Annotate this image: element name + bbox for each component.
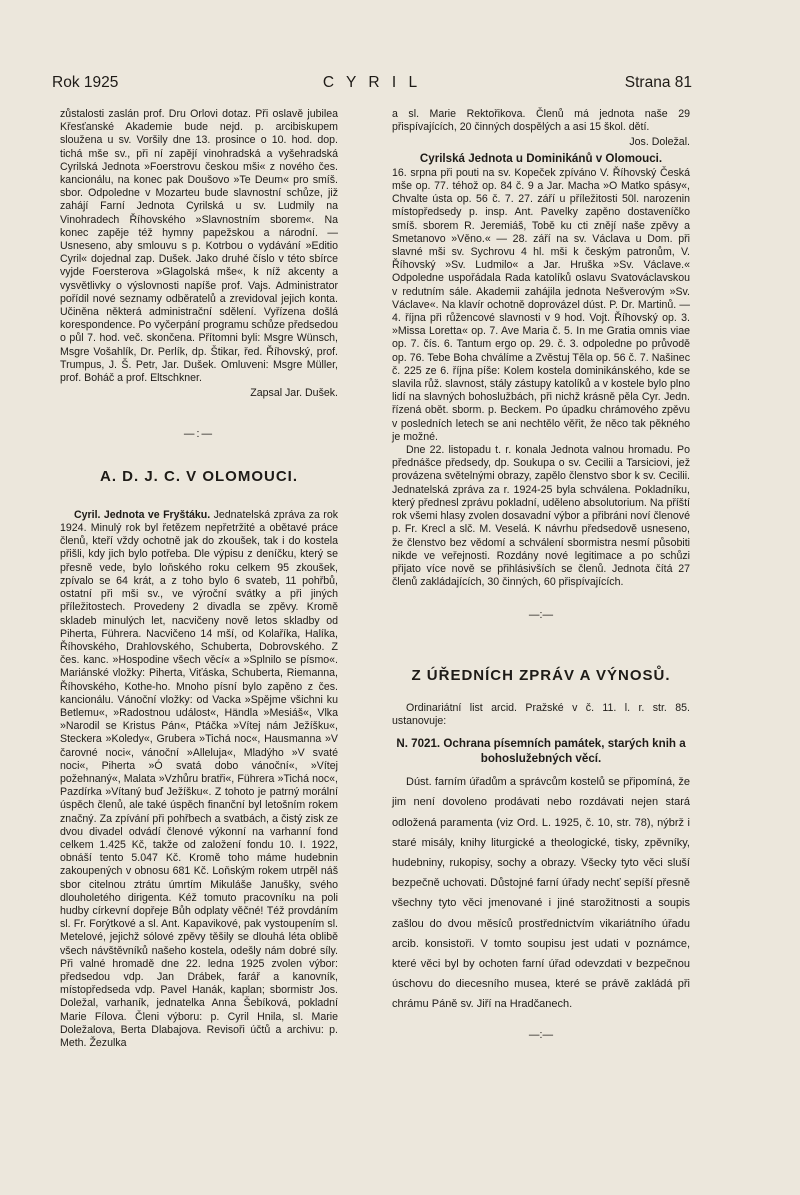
olomouc-title: Cyrilská Jednota u Dominikánů v Olomouci.	[419, 151, 663, 165]
notice-body: Dúst. farním úřadům a správcům kostelů se připomíná, že jim není dovoleno prodávati nebo rozdávati nejen stará odložená paramenta (viz Ord. L. 1925, č. 10, str. 78), nýbrž i staré misály, knihy liturgické a theologické, tisky, zpěvníky, hudebniny, rukopisy, sochy a obrazy. Všecky tyto věci sluší bezpečně uchovati. Důstojné farní úřady nechť sepíší přesně všechny tyto věci jmenované i jiné starožitnosti a soupis zašlou do dvou měsíců prostřednictvím vikariátního úřadu arcib. konsistoři. V tomto soupisu jest udati v poznámce, které věci byl by ochoten farní úřad odevzdati v bezpečnou úschovu do diecesního musea, které se právě zakládá při chrámu Páně sv. Jiří na Hradčanech.	[392, 776, 690, 1011]
header-page-number: Strana 81	[624, 74, 692, 91]
header-journal-title: C Y R I L	[322, 74, 422, 91]
ordinariate-text: Ordinariátní list arcid. Pražské v č. 11. l. r. str. 85. ustanovuje:	[392, 701, 690, 727]
header-year: Rok 1925	[52, 74, 119, 91]
left-column	[60, 108, 338, 1050]
bottom-divider: —:—	[528, 1028, 554, 1041]
notice-title	[392, 736, 690, 766]
frystak-report	[60, 509, 338, 1050]
official-reports-title: Z ÚŘEDNÍCH ZPRÁV A VÝNOSŮ.	[411, 666, 671, 684]
signature: Zapsal Jar. Dušek.	[250, 387, 338, 400]
frystak-lead: Cyril. Jednota ve Fryštáku.	[74, 508, 211, 521]
notice-title-text: Ochrana písemních památek, starých knih a bohoslužebných věcí.	[443, 737, 686, 766]
right-column	[392, 108, 690, 1042]
intro-paragraph: zůstalosti zaslán prof. Dru Orlovi dotaz. Při oslavě jubilea Křesťanské Akademie bude nejd. p. arcibiskupem sloužena u sv. Voršily dne 13. prosince o 10. hod. dop. tichá mše sv., při ní zapějí vinohradská a vyšehradská Cyrilská Jednota »Foerstrovu českou mši« z nového čes. kancionálu, na konec pak Doušovo »Te Deum« pro smíš. sbor. Odpoledne v Mozarteu bude slavnostní schůze, již zahájí Farní Jednota Cyrilská u sv. Ludmily na Vinohradech Říhovského »Slavnostním sborem«. Na konec zapěje též hymny papežskou a národní. — Usneseno, aby smlouvu s p. Kotrbou o vydávání »Editio Cyril« dojednal zap. Dušek. Jako druhé číslo v této sbírce vyjde Foersterova »Glagolská mše«, k níž akcenty a vysvětlivky o výslovnosti napíše prof. Vajs. Administrator pořídil nové seznamy odběratelů a zrevidoval jejich konta. Učiněna některá administrační sdělení. Vyřízena došlá korespondence. Po vyčerpání programu schůze předsedou o půl 7. hod. več. skončena. Přítomni byli: Msgre Wünsch, Msgre Vošahlík, Dr. Perlík, dp. Štikar, řed. Říhovský, prof. Trumpus, J. Š. Petr, Jar. Dušek. Omluveni: Msgre Müller, prof. Boháč a prof. Eltschkner.	[60, 108, 338, 385]
continuation-signature: Jos. Doležal.	[629, 136, 690, 149]
page-header	[52, 74, 692, 96]
divider: —:—	[183, 428, 215, 441]
section-title: A. D. J. C. V OLOMOUCI.	[99, 467, 298, 485]
notice-number: N. 7021.	[396, 737, 441, 751]
frystak-text: Jednatelská zpráva za rok 1924. Minulý rok byl řetězem nepřetržité a obětavé práce členů, kteří vždy ochotně jak do zkoušek, tak i do kostela přišli, kdy jich bylo potřeba. Dle výpisu z deníčku, který se přesně vede, bylo loňského roku celkem 95 zkoušek, zpívalo se 64 krát, a z toho bylo 6 svateb, 11 pohřbů, ostatní při mši sv., ve výroční svátky a při jiných příležitostech. Provedeny 2 divadla se zpěvy. Kromě skladeb minulých let, nacvičeny nově letos skladby od Piherta, Führera. Nacvičeno 14 mší, od Kolaříka, Halíka, Říhovského, Drahlovského, Schuberta, Dobrovského. Z čes. kanc. »Hospodine všech věcí« a »Splnilo se písmo«. Mariánské vložky: Piherta, Viťáska, Schuberta, Riemanna, Říhovského, Kothe-ho. Mnoho písní bylo zapěno z čes. kancionálu. Vánoční vložky: od Vacka »Spějme všichni ku Betlemu«, »Radostnou událost«, Händla »Mesiáš«, Vlka »Narodil se Kristus Pán«, Ptáčka »Vítej nám Ježíšku«, Steckera »Koledy«, Grubera »Tichá noc«, Hausmanna »V čarovné noci«, vánoční »Alleluja«, Mladýho »V svaté noci«, Piherta »Ó svatá dobo vánoční«, »Vítej požehnaný«, Malata »Vzhůru bratři«, Führera »Tichá noc«, Pazdírka »Vítaný buď Ježíšku«. Z tohoto je patrný morální úspěch členů, ale také úspěch finanční byl letošním rokem značný. Za zpívání při pohřbech a svatbách, a čistý zisk ze dvou divadel odvádí členové výkonní na varhanní fond celkem 1.425 Kč, takže od založení fondu 10. I. 1922, obnáší tento 5.047 Kč. Kromě toho máme hudebnin zakoupených v obnosu 681 Kč. Loňským rokem utrpěl náš sbor citelnou ztrátu úmrtím Mikuláše Janušky, svého dlouholetého dirigenta. Kéž tomuto pracovníku na poli hudby církevní dopřeje Bůh odplaty věčné! Též provdáním sl. Fr. Forýtkové a sl. Ant. Kapavikové, pak vystoupením sl. Metelové, jejichž sólové zpěvy těšily se dlouhá léta oblibě všech návštěvníků našeho kostela, odešly nám dobré síly. Při valné hromadě dne 22. ledna 1925 zvolen výbor: předsedou vdp. Jan Drábek, farář a kanovník, místopředseda vdp. Pavel Hanák, kaplan; sbormistr Jos. Doležal, varhaník, jednatelka Anna Šebíková, pokladní Marie Fílova. Členi výboru: p. Cyril Hnila, sl. Marie Doležalova, Berta Dlabajova. Revisoři účtů a archivu: p. Meth. Žezulka	[60, 508, 339, 1049]
olomouc-text-2: Dne 22. listopadu t. r. konala Jednota valnou hromadu. Po přednášce předsedy, dp. Soukupa o sv. Cecilii a Tarsiciovi, jež provázena světelnými obrazy, zapělo členstvo sbor k sv. Cecilii. Jednatelská zpráva za r. 1924-25 byla schválena. Pokladníku, který přednesl zprávu pokladní, uděleno absolutorium. Na příští rok všemi hlasy zvolen dosavadní výbor a přibráni noví členové p. Fr. Krecl a slč. M. Veselá. K návrhu předsedově usneseno, že členstvo bez vědomí a schválení sbormistra nesmí působiti nikde ve veřejnosti. Rozdány nové legitimace a po schůzi přijato více nově se přihlásivších se členů. Jednota čítá 27 členů zakládajících, 30 činných, 60 přispívajících.	[392, 444, 690, 589]
divider: —:—	[528, 609, 554, 622]
olomouc-text: 16. srpna při pouti na sv. Kopeček zpíváno V. Říhovský Česká mše op. 77. téhož op. 84 č. 9 a Jar. Macha »O Matko spásy«, Chvalte ústa op. 56 č. 7. 27. září u příležitosti 50l. narozenin místopředsedy p. insp. Ant. Pavelky zapěno dostaveníčko smíš. sborem R. Jeremiáš, Tobě ku cti znějí naše zpěvy a Smetanovo »Věno.« — 28. září na sv. Václava u Dom. při slavné mši sv. Sychrovu 4 hl. mši k českým patronům, V. Říhovský »Sv. Ludmilo« a Jar. Hruška »Sv. Václave.« Odpoledne uspořádala Rada katolíků oslavu Svatováclavskou v redutním sále. Akademii zahájila jednota Nešverovým »Sv. Václave«. Na klavír ochotně doprovázel dúst. P. Dr. Martinů. — 4. října při růžencové slavnosti v 9 hod. Vojt. Říhovský op. 3. »Missa Loretta« op. 7. Ave Maria č. 5. In me Gratia omnis viae op. 7. čís. 6. Tantum ergo op. 29. č. 3. odpoledne po průvodě op. 76. Tebe Boha chválíme a Zvěstuj Těla op. 56 č. 7. Našinec č. 225 ze 6. října píše: Kolem kostela dominikánského, kde se slavila růž. slavnost, stály zástupy katolíků a v kostele bylo plno lidí na slavných bohoslužbách, při nichž krásně pěla Cyr. Jedn. řízená obět. sborm. p. Beckem. Po úpadku chrámového zpěvu v posledních letech se ani nechtělo věřit, že něco tak pěkného je možné.	[392, 166, 690, 443]
continuation-text: a sl. Marie Rektořikova. Členů má jednota naše 29 přispívajících, 20 činných dospělých a asi 15 škol. dětí.	[392, 108, 690, 134]
